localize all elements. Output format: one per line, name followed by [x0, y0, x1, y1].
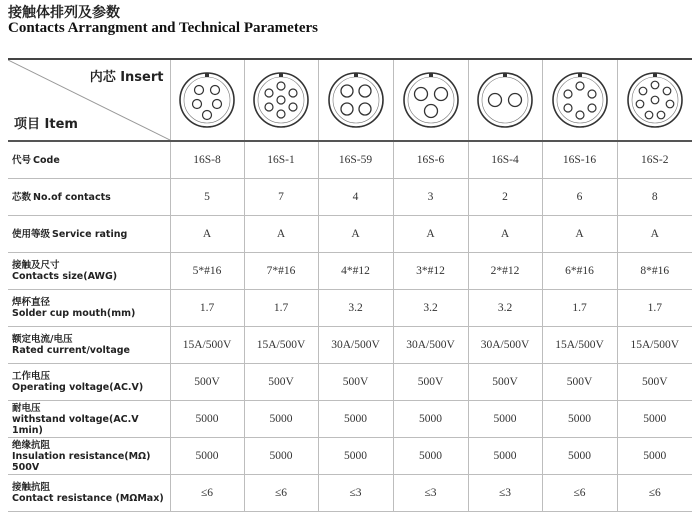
table-cell: 1.7	[617, 290, 692, 327]
table-cell: 16S-4	[468, 141, 542, 179]
table-cell: 500V	[318, 364, 393, 401]
table-cell: 16S-1	[244, 141, 318, 179]
table-cell: A	[393, 216, 468, 253]
insert-diagram-16S-2	[617, 59, 692, 141]
page-title-chinese: 接触体排列及参数	[8, 5, 120, 21]
row-label	[8, 364, 170, 401]
table-cell: 1.7	[170, 290, 244, 327]
table-cell: 4*#12	[318, 253, 393, 290]
row-label	[8, 290, 170, 327]
table-cell: 5000	[617, 438, 692, 475]
table-cell: 2*#12	[468, 253, 542, 290]
insert-diagram-16S-1	[244, 59, 318, 141]
table-row	[8, 141, 692, 179]
connector-face-icon	[177, 70, 237, 130]
table-cell: 5000	[393, 401, 468, 438]
table-cell: 30A/500V	[393, 327, 468, 364]
table-cell: 4	[318, 179, 393, 216]
table-cell: 500V	[393, 364, 468, 401]
row-label-english: Operating voltage(AC.V)	[12, 382, 144, 393]
table-cell: 16S-2	[617, 141, 692, 179]
table-row	[8, 475, 692, 512]
insert-diagram-16S-6	[393, 59, 468, 141]
connector-face-icon	[550, 70, 610, 130]
row-label-chinese: 接触抗阻	[12, 482, 51, 493]
header-row	[8, 59, 692, 141]
table-cell: 6	[542, 179, 617, 216]
table-cell: 5000	[393, 438, 468, 475]
insert-diagram-16S-59	[318, 59, 393, 141]
table-cell: 5000	[542, 401, 617, 438]
row-label-chinese: 绝缘抗阻	[12, 439, 51, 451]
table-row	[8, 364, 692, 401]
table-cell: 500V	[542, 364, 617, 401]
connector-face-icon	[401, 70, 461, 130]
table-cell: 8	[617, 179, 692, 216]
table-cell: 2	[468, 179, 542, 216]
table-cell: 15A/500V	[617, 327, 692, 364]
table-cell: A	[318, 216, 393, 253]
parameters-table	[8, 58, 692, 512]
row-label-english: Code	[33, 154, 60, 166]
table-cell: 16S-16	[542, 141, 617, 179]
table-cell: 5000	[542, 438, 617, 475]
row-label-english: Contact resistance (MΩMax)	[12, 493, 164, 504]
row-label-english: Rated current/voltage	[12, 345, 130, 356]
table-cell: A	[244, 216, 318, 253]
row-label	[8, 401, 170, 438]
row-label-chinese: 接触及尺寸	[12, 260, 60, 271]
header-corner-cell	[8, 59, 170, 141]
table-cell: 3*#12	[393, 253, 468, 290]
table-cell: 3.2	[393, 290, 468, 327]
row-label-english: Solder cup mouth(mm)	[12, 308, 136, 319]
table-cell: A	[170, 216, 244, 253]
row-label-chinese: 耐电压	[12, 402, 41, 414]
table-cell: 3.2	[468, 290, 542, 327]
table-cell: 5000	[244, 401, 318, 438]
row-label	[8, 438, 170, 475]
row-label-english: Contacts size(AWG)	[12, 271, 118, 282]
table-cell: 30A/500V	[318, 327, 393, 364]
table-cell: 500V	[170, 364, 244, 401]
table-cell: 16S-59	[318, 141, 393, 179]
row-label-english: withstand voltage(AC.V 1min)	[12, 413, 139, 436]
row-label	[8, 475, 170, 512]
table-cell: ≤6	[542, 475, 617, 512]
row-label	[8, 141, 170, 179]
insert-header-label: 内芯 Insert	[89, 70, 164, 85]
table-cell: 5*#16	[170, 253, 244, 290]
table-cell: 3.2	[318, 290, 393, 327]
table-cell: 16S-8	[170, 141, 244, 179]
connector-face-icon	[251, 70, 311, 130]
table-cell: 1.7	[244, 290, 318, 327]
connector-face-icon	[625, 70, 685, 130]
table-cell: 1.7	[542, 290, 617, 327]
table-cell: 3	[393, 179, 468, 216]
table-row	[8, 401, 692, 438]
row-label	[8, 216, 170, 253]
table-cell: 15A/500V	[244, 327, 318, 364]
table-cell: 500V	[468, 364, 542, 401]
table-row	[8, 216, 692, 253]
table-cell: 500V	[617, 364, 692, 401]
table-row	[8, 253, 692, 290]
row-label-english: Service rating	[52, 228, 128, 240]
table-cell: 5000	[170, 438, 244, 475]
connector-face-icon	[326, 70, 386, 130]
table-row	[8, 327, 692, 364]
table-cell: ≤3	[468, 475, 542, 512]
table-cell: 15A/500V	[542, 327, 617, 364]
row-label	[8, 253, 170, 290]
table-cell: 7*#16	[244, 253, 318, 290]
row-label-chinese: 额定电流/电压	[12, 334, 73, 345]
insert-diagram-16S-4	[468, 59, 542, 141]
row-label-english: No.of contacts	[33, 191, 111, 203]
row-label-chinese: 工作电压	[12, 371, 51, 382]
row-label-chinese: 焊杯直径	[12, 297, 51, 308]
table-cell: 5000	[318, 438, 393, 475]
row-label-english: Insulation resistance(MΩ) 500V	[12, 450, 151, 473]
table-cell: 8*#16	[617, 253, 692, 290]
table-row	[8, 438, 692, 475]
table-cell: 5000	[244, 438, 318, 475]
row-label	[8, 327, 170, 364]
table-cell: 5000	[617, 401, 692, 438]
page-title-english: Contacts Arrangment and Technical Parameters	[8, 20, 318, 36]
insert-diagram-16S-16	[542, 59, 617, 141]
table-cell: 5000	[468, 401, 542, 438]
table-cell: A	[468, 216, 542, 253]
table-cell: ≤3	[318, 475, 393, 512]
table-cell: 5000	[318, 401, 393, 438]
item-header-label: 项目 Item	[14, 117, 78, 132]
table-cell: 5000	[468, 438, 542, 475]
table-cell: A	[542, 216, 617, 253]
table-cell: 15A/500V	[170, 327, 244, 364]
table-cell: 500V	[244, 364, 318, 401]
connector-face-icon	[475, 70, 535, 130]
table-cell: 5	[170, 179, 244, 216]
row-label-chinese: 芯数	[12, 191, 32, 203]
table-cell: 7	[244, 179, 318, 216]
table-cell: ≤3	[393, 475, 468, 512]
table-row	[8, 290, 692, 327]
insert-diagram-16S-8	[170, 59, 244, 141]
table-cell: 30A/500V	[468, 327, 542, 364]
table-cell: ≤6	[617, 475, 692, 512]
table-cell: A	[617, 216, 692, 253]
table-cell: 6*#16	[542, 253, 617, 290]
table-row	[8, 179, 692, 216]
row-label	[8, 179, 170, 216]
row-label-chinese: 使用等级	[12, 228, 51, 240]
table-cell: ≤6	[170, 475, 244, 512]
row-label-chinese: 代号	[12, 154, 32, 166]
table-cell: 5000	[170, 401, 244, 438]
table-cell: 16S-6	[393, 141, 468, 179]
table-cell: ≤6	[244, 475, 318, 512]
